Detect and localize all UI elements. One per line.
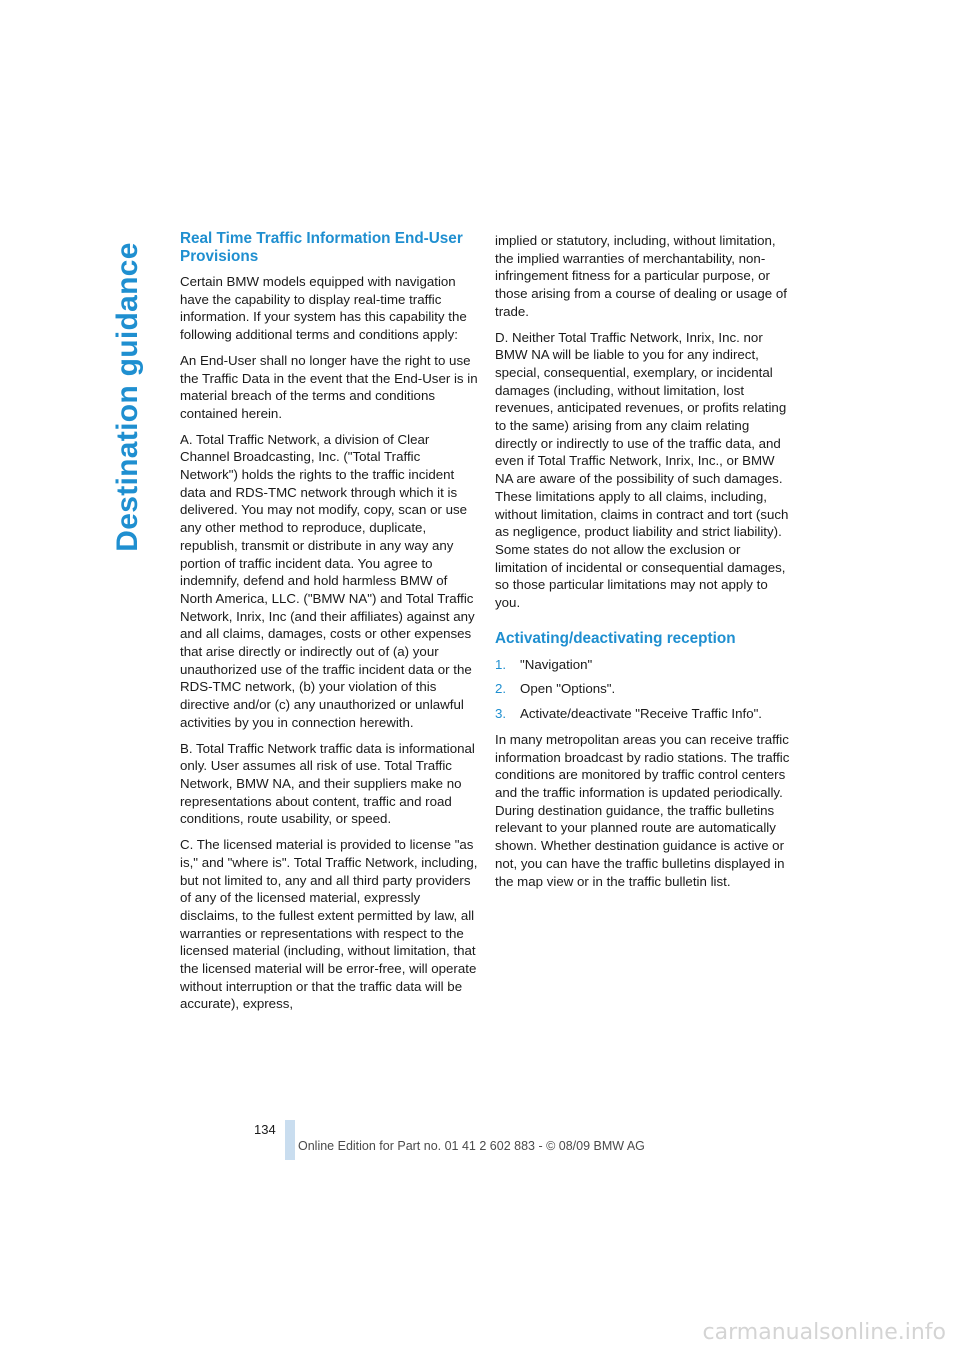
- paragraph: An End-User shall no longer have the right to use the Traffic Data in the event that the End-User is in material breach of the terms and conditions contained herein.: [180, 352, 478, 421]
- paragraph: implied or statutory, including, without limitation, the implied warranties of merchantability, non-infringement fitness for a particular purpose, or those arising from a course of dealing or usage of trade.: [495, 233, 787, 319]
- right-column: [495, 232, 793, 898]
- watermark: carmanualsonline.info: [702, 1320, 946, 1345]
- section-heading-traffic-provisions: Real Time Traffic Information End-User Provisions: [180, 230, 463, 265]
- list-item: [495, 656, 793, 674]
- side-section-title: [104, 232, 152, 562]
- side-section-title-text: Destination guidance: [111, 242, 144, 552]
- step-number: 3.: [495, 706, 507, 722]
- left-column: [180, 230, 478, 1021]
- section-heading-activating-reception: Activating/deactivating reception: [495, 629, 736, 647]
- step-text: Open "Options".: [520, 681, 616, 697]
- page-number: 134: [254, 1122, 276, 1137]
- footer-accent-bar: [285, 1120, 295, 1160]
- paragraph: In many metropolitan areas you can receive traffic information broadcast by radio stations. The traffic conditions are monitored by traffic control centers and the traffic information is updated periodically.: [495, 731, 790, 800]
- step-number: 1.: [495, 656, 507, 672]
- paragraph: Certain BMW models equipped with navigation have the capability to display real-time traffic information. If your system has this capability the following additional terms and conditions apply:: [180, 274, 467, 343]
- paragraph: During destination guidance, the traffic bulletins relevant to your planned route are automatically shown. Whether destination guidance is active or not, you can have the traffic bulletins displayed in the map view or in the traffic bulletin list.: [495, 802, 785, 889]
- edition-footer: Online Edition for Part no. 01 41 2 602 883 - © 08/09 BMW AG: [298, 1139, 645, 1153]
- paragraph: A. Total Traffic Network, a division of Clear Channel Broadcasting, Inc. ("Total Traffic Network") holds the rights to the traffic incident data and RDS-TMC network through which it is delivered. You may not modify, copy, scan or use any other method to reproduce, duplicate, republish, transmit or distribute in any way any portion of traffic incident data. You agree to indemnify, defend and hold harmless BMW of North America, LLC. ("BMW NA") and Total Traffic Network, Inrix, Inc (and their affiliates) against any and all claims, damages, costs or other expenses that arise directly or indirectly out of (a) your unauthorized use of the traffic incident data or the RDS-TMC network, (b) your violation of this directive and/or (c) any unauthorized or unlawful activities by you in connection herewith.: [180, 431, 475, 730]
- steps-list: [495, 656, 793, 723]
- paragraph: C. The licensed material is provided to license "as is," and "where is". Total Traffic Network, including, but not limited to, any and all third party providers of any of the licensed material, expressly disclaims, to the fullest extent permitted by law, all warranties or representations with respect to the licensed material (including, without limitation, that the licensed material will be error-free, will operate without interruption or that the traffic data will be accurate), express,: [180, 837, 478, 1012]
- list-item: [495, 680, 793, 698]
- list-item: [495, 705, 793, 723]
- paragraph: D. Neither Total Traffic Network, Inrix, Inc. nor BMW NA will be liable to you for any indirect, special, consequential, exemplary, or incidental damages (including, without limitation, lost revenues, anticipated revenues, or profits relating to the same) arising from any claim relating directly or indirectly to use of the traffic data, and even if Total Traffic Network, Inrix, Inc., or BMW NA are aware of the possibility of such damages. These limitations apply to all claims, including, without limitation, claims in contract and tort (such as negligence, product liability and strict liability). Some states do not allow the exclusion or limitation of incidental or consequential damages, so those particular limitations may not apply to you.: [495, 329, 789, 611]
- step-number: 2.: [495, 681, 507, 697]
- step-text: "Navigation": [520, 656, 593, 672]
- paragraph: B. Total Traffic Network traffic data is informational only. User assumes all risk of use. Total Traffic Network, BMW NA, and their suppliers make no representations about content, traffic and road conditions, route usability, or speed.: [180, 740, 475, 827]
- step-text: Activate/deactivate "Receive Traffic Info".: [520, 706, 763, 722]
